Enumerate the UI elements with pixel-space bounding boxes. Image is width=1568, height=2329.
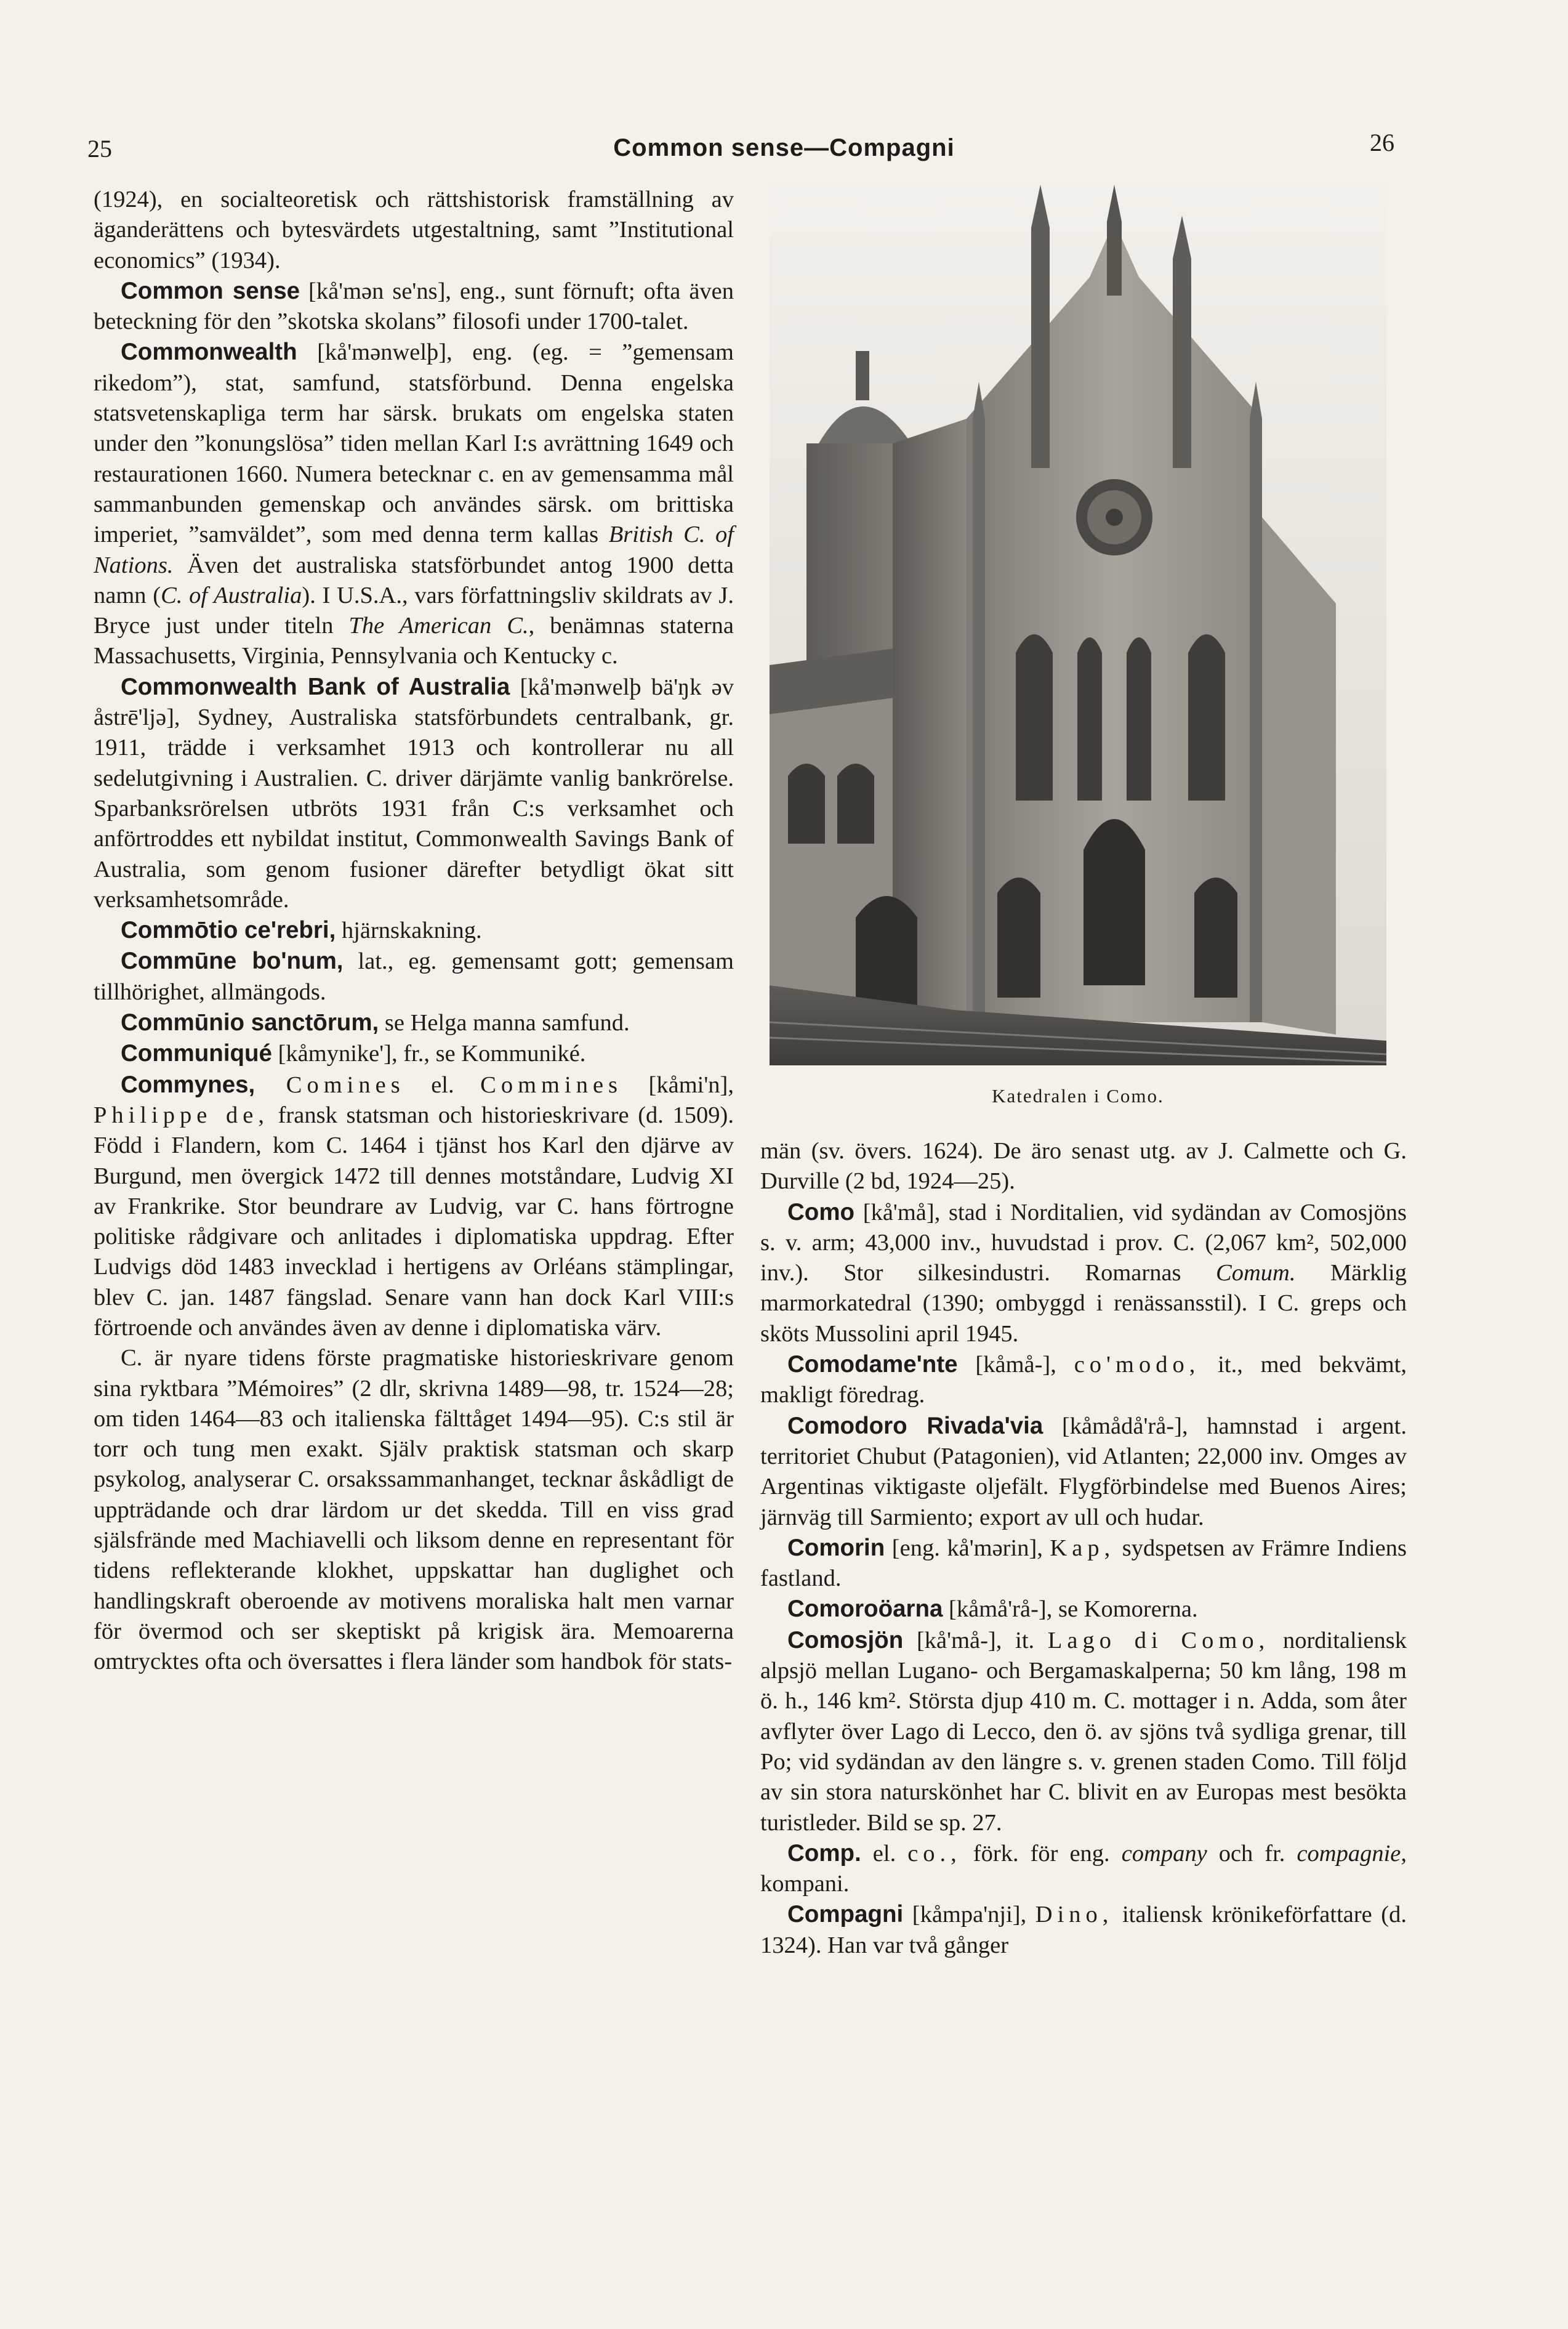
cathedral-photo	[770, 185, 1386, 1065]
italic-text: Comum.	[1216, 1260, 1296, 1286]
entry-text: [kåmpa'nji],	[903, 1902, 1035, 1928]
figure-caption: Katedralen i Como.	[992, 1085, 1164, 1107]
spaced-text: Kap,	[1050, 1535, 1116, 1561]
spaced-text: co'modo,	[1074, 1352, 1200, 1378]
entry-text: [kåmå'rå-], se Komorerna.	[943, 1596, 1198, 1623]
entry-communio-sanctorum	[94, 1007, 734, 1038]
headword: Comodoro Rivada'via	[787, 1412, 1043, 1439]
headword: Communiqué	[121, 1040, 272, 1067]
entry-comosjon	[760, 1625, 1407, 1838]
spaced-text: co.,	[907, 1840, 962, 1867]
cathedral-image	[770, 185, 1386, 1065]
entry-text: it., med bekvämt, makligt föredrag.	[760, 1352, 1407, 1408]
entry-text: norditaliensk alpsjö mellan Lugano- och Bergamaskalperna; 50 km lång, 198 m ö. h., 146 km². Största djup 410 m. C. mottager i n. Adda, som åter avflyter över Lago di Lecco, den ö. av sjöns två sydliga grenar, till Po; vid sydändan av den längre s. v. grenen staden Como. Till följd av sin stora naturskönhet har C. blivit en av Europas mest besökta turistleder. Bild se sp. 27.	[760, 1627, 1407, 1836]
headword: Commonwealth	[121, 339, 297, 366]
entry-text: se Helga manna samfund.	[379, 1010, 630, 1036]
entry-text: [kå'mənwelþ], eng. (eg. = ”gemensam rikedom”), stat, samfund, statsförbund. Denna engelska statsvetenskapliga term har särsk. brukats om engelska staten under den ”konungslösa” tiden mellan Karl I:s avrättning 1649 och restaurationen 1660. Numera betecknar c. en av gemensamma mål sammanbunden gemenskap och användes särsk. om brittiska imperiet, ”samväldet”, som med denna term kallas	[94, 339, 734, 548]
entry-text: [kåmå-],	[957, 1352, 1074, 1378]
entry-text: lat., eg. gemensamt gott; gemensam tillhörighet, allmängods.	[94, 948, 734, 1005]
entry-text: och fr.	[1207, 1840, 1297, 1867]
entry-compagni	[760, 1899, 1407, 1961]
headword: Commōtio ce'rebri,	[121, 917, 336, 944]
entry-text: Även det australiska statsförbundet antog 1900 detta namn (	[94, 552, 734, 608]
entry-text: [kå'må-], it.	[903, 1627, 1048, 1653]
headword: Comp.	[787, 1839, 861, 1867]
entry-commonwealth-bank	[94, 672, 734, 915]
headword: Compagni	[787, 1901, 904, 1928]
entry-text: , benämnas staterna Massachusetts, Virginia, Pennsylvania och Kentucky c.	[94, 613, 734, 669]
entry-text: Märklig marmorkatedral (1390; ombyggd i renässansstil). I C. greps och sköts Mussolini april 1945.	[760, 1260, 1407, 1347]
entry-text: [kåmi'n],	[622, 1072, 734, 1098]
entry-commynes-continued: C. är nyare tidens förste pragmatiske historieskrivare genom sina ryktbara ”Mémoires” (2 dlr, skrivna 1489—98, tr. 1524—28; om tiden 1464—83 och italienska fälttåget 1494—95). C:s stil är torr och tung men exakt. Själv praktisk statsman och skarp psykolog, analyserar C. orsakssammanhanget, tecknar åskådligt de uppträdande och drar lärdom ur det skedda. Till en viss grad själsfrände med Machiavelli och liksom denne en representant för tidens reflekterande klokhet, uppskattar han duglighet och handlingskraft oberoende av motivens moraliska halt men varnar för övermod och ser skeptiskt på krigisk ära. Memoarerna omtrycktes ofta och översattes i flera länder som handbok för stats-	[94, 1345, 734, 1675]
entry-text: el.	[404, 1072, 481, 1098]
spaced-text: Dino,	[1035, 1902, 1114, 1928]
headword: Comorin	[787, 1534, 885, 1561]
entry-text: [kå'mən se'ns], eng., sunt förnuft; ofta även beteckning för den ”skotska skolans” filosofi under 1700-talet.	[94, 278, 734, 335]
entry-comoroarna	[760, 1594, 1407, 1625]
entry-text: italiensk krönikeförfattare (d. 1324). Han var två gånger	[760, 1902, 1407, 1958]
right-column	[760, 1136, 1407, 2165]
headword: Comosjön	[787, 1626, 904, 1653]
entry-commune-bonum	[94, 946, 734, 1007]
entry-text: [kå'mənwelþ bä'ŋk əv åstrē'ljə], Sydney, Australiska statsförbundets centralbank, gr. 1911, trädde i verksamhet 1913 och kontrollerar nu all sedelutgivning i Australien. C. driver därjämte vanlig bankrörelse. Sparbanksrörelsen utbröts 1931 från C:s verksamhet och anförtroddes ett nybildat institut, Commonwealth Savings Bank of Australia, som genom fusioner därefter betydligt ökat sitt verksamhetsområde.	[94, 674, 734, 913]
entry-commynes	[94, 1070, 734, 1344]
entry-commotio-cerebri	[94, 915, 734, 946]
entry-continuation: män (sv. övers. 1624). De äro senast utg. av J. Calmette och G. Durville (2 bd, 1924—25).	[760, 1138, 1407, 1195]
entry-comorin	[760, 1533, 1407, 1594]
italic-text: company	[1121, 1840, 1207, 1867]
right-page-number: 26	[1370, 129, 1394, 156]
italic-text: C. of Australia	[161, 582, 302, 608]
entry-text: förk. för eng.	[961, 1840, 1122, 1867]
entry-como	[760, 1197, 1407, 1349]
entry-text: sydspetsen av Främre Indiens fastland.	[760, 1535, 1407, 1592]
headword: Comodame'nte	[787, 1351, 958, 1378]
headword: Commūne bo'num,	[121, 948, 344, 975]
entry-text: hjärnskakning.	[336, 918, 482, 944]
entry-text: [kå'må], stad i Norditalien, vid sydändan av Comosjöns s. v. arm; 43,000 inv., huvudstad i prov. C. (2,067 km², 502,000 inv.). Stor silkesindustri. Romarnas	[760, 1199, 1407, 1286]
entry-text: , kompani.	[760, 1840, 1407, 1897]
headword: Commonwealth Bank of Australia	[121, 673, 510, 700]
entry-common-sense	[94, 276, 734, 337]
entry-text: fransk statsman och historieskrivare (d. 1509). Född i Flandern, kom C. 1464 i tjänst hos Karl den djärve av Burgund, men övergick 1472 till dennes motståndare, Ludvig XI av Frankrike. Stor beundrare av Ludvig, var C. hans förtrogne politiske rådgivare och anlitades i diplomatiska uppdrag. Efter Ludvigs död 1483 invecklad i hertigens av Orléans stämplingar, blev C. jan. 1487 fängslad. Senare vann han dock Karl VIII:s förtroende och användes även av denne i diplomatiska värv.	[94, 1102, 734, 1341]
spaced-text: Lago di Como,	[1047, 1627, 1270, 1653]
spaced-text: Comines	[255, 1072, 405, 1098]
headword: Common sense	[121, 277, 300, 304]
entry-continuation: (1924), en socialteoretisk och rättshistorisk framställning av äganderättens och bytesvärdets utgestaltning, samt ”Institutional economics” (1934).	[94, 187, 734, 273]
entry-text: [eng. kå'mərin],	[885, 1535, 1050, 1561]
spaced-text: Commines	[480, 1072, 623, 1098]
headword: Commynes,	[121, 1071, 255, 1098]
entry-text: el.	[861, 1840, 908, 1867]
entry-text: [kåmynike'], fr., se Kommuniké.	[271, 1041, 586, 1067]
running-title: Common sense—Compagni	[613, 134, 955, 161]
left-page-number: 25	[87, 135, 112, 163]
entry-comodoro-rivadavia	[760, 1411, 1407, 1533]
entry-text: [kåmådå'rå-], hamnstad i argent. territoriet Chubut (Patagonien), vid Atlanten; 22,000 inv. Omges av Argentinas viktigaste oljefält. Flygförbindelse med Buenos Aires; järnväg till Sarmiento; export av ull och hudar.	[760, 1413, 1407, 1530]
italic-text: British C. of Nations.	[94, 522, 734, 578]
italic-text: The American C.	[348, 613, 529, 639]
headword: Comoroöarna	[787, 1596, 943, 1623]
italic-text: compagnie	[1297, 1840, 1401, 1867]
headword: Commūnio sanctōrum,	[121, 1009, 379, 1036]
left-column	[94, 185, 734, 2242]
entry-comp	[760, 1838, 1407, 1900]
spaced-text: Philippe de,	[94, 1102, 269, 1128]
entry-commonwealth	[94, 337, 734, 671]
entry-text: ). I U.S.A., vars författningsliv skildrats av J. Bryce just under titeln	[94, 582, 734, 639]
headword: Como	[787, 1198, 855, 1225]
entry-comodamente	[760, 1349, 1407, 1411]
page-header	[0, 123, 1568, 172]
entry-communique	[94, 1038, 734, 1069]
